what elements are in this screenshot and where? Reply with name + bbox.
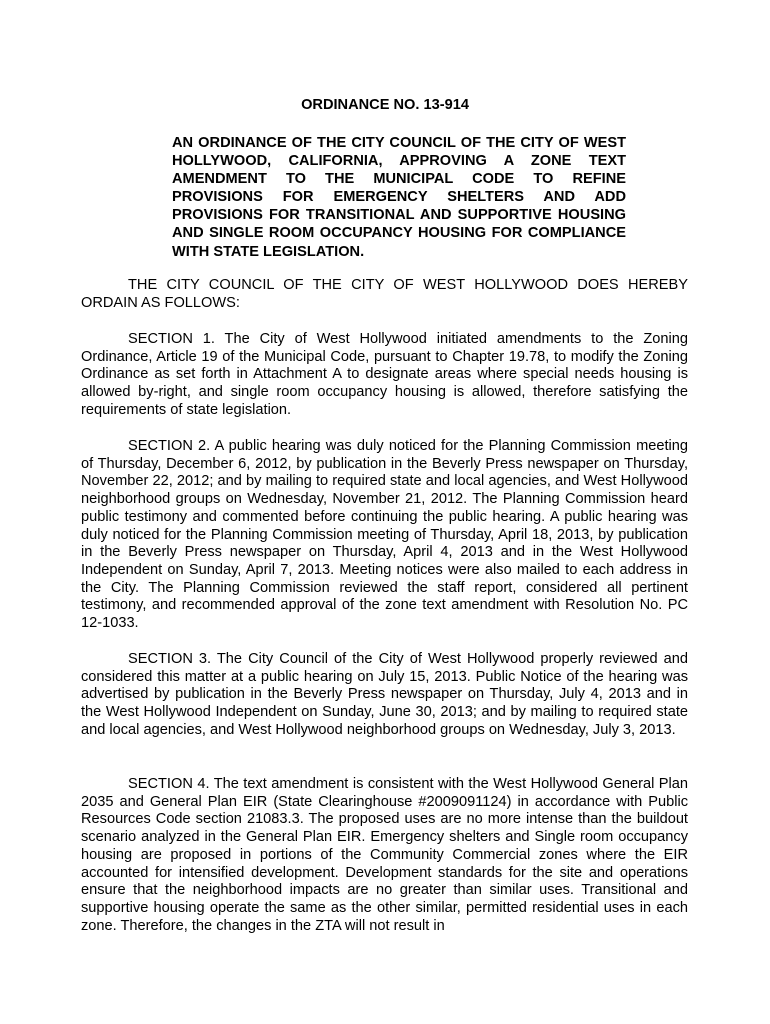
section-1-paragraph: SECTION 1. The City of West Hollywood initiated amendments to the Zoning Ordinance, Article 19 of the Municipal Code, pursuant to Chapter 19.78, to modify the Zoning Ordinance as set forth in Attachment A to designate areas where special needs housing is allowed by-right, and single room occupancy housing is allowed, therefore satisfying the requirements of state legislation. [81,331,688,418]
enacting-clause: THE CITY COUNCIL OF THE CITY OF WEST HOLLYWOOD DOES HEREBY ORDAIN AS FOLLOWS: [81,277,688,311]
section-2-paragraph: SECTION 2. A public hearing was duly noticed for the Planning Commission meeting of Thursday, December 6, 2012, by publication in the Beverly Press newspaper on Thursday, November 22, 2012; and by mailing to required state and local agencies, and West Hollywood neighborhood groups on Wednesday, November 21, 2012. The Planning Commission heard public testimony and commented before continuing the public hearing. A public hearing was duly noticed for the Planning Commission meeting of Thursday, April 18, 2013, by publication in the Beverly Press newspaper on Thursday, April 4, 2013 and in the West Hollywood Independent on Sunday, April 7, 2013. Meeting notices were also mailed to each address in the City. The Planning Commission reviewed the staff report, considered all pertinent testimony, and recommended approval of the zone text amendment with Resolution No. PC 12-1033. [81,438,688,632]
section-3-paragraph: SECTION 3. The City Council of the City of West Hollywood properly reviewed and considered this matter at a public hearing on July 15, 2013. Public Notice of the hearing was advertised by publication in the Beverly Press newspaper on Thursday, July 4, 2013 and in the West Hollywood Independent on Sunday, June 30, 2013; and by mailing to required state and local agencies, and West Hollywood neighborhood groups on Wednesday, July 3, 2013. [81,651,688,738]
section-4-paragraph: SECTION 4. The text amendment is consistent with the West Hollywood General Plan 2035 and General Plan EIR (State Clearinghouse #2009091124) in accordance with Public Resources Code section 21083.3. The proposed uses are no more intense than the buildout scenario analyzed in the General Plan EIR. Emergency shelters and Single room occupancy housing are proposed in portions of the Community Commercial zones where the EIR accounted for intensified development. Development standards for the site and operations ensure that the neighborhood impacts are no greater than similar uses. Transitional and supportive housing operate the same as the other similar, permitted residential uses in each zone. Therefore, the changes in the ZTA will not result in [81,776,688,934]
ordinance-title: ORDINANCE NO. 13-914 [301,97,469,113]
ordinance-caption: AN ORDINANCE OF THE CITY COUNCIL OF THE CITY OF WEST HOLLYWOOD, CALIFORNIA, APPROVING A ZONE TEXT AMENDMENT TO THE MUNICIPAL CODE TO REFINE PROVISIONS FOR EMERGENCY SHELTERS AND ADD PROVISIONS FOR TRANSITIONAL AND SUPPORTIVE HOUSING AND SINGLE ROOM OCCUPANCY HOUSING FOR COMPLIANCE WITH STATE LEGISLATION. [172,135,626,260]
